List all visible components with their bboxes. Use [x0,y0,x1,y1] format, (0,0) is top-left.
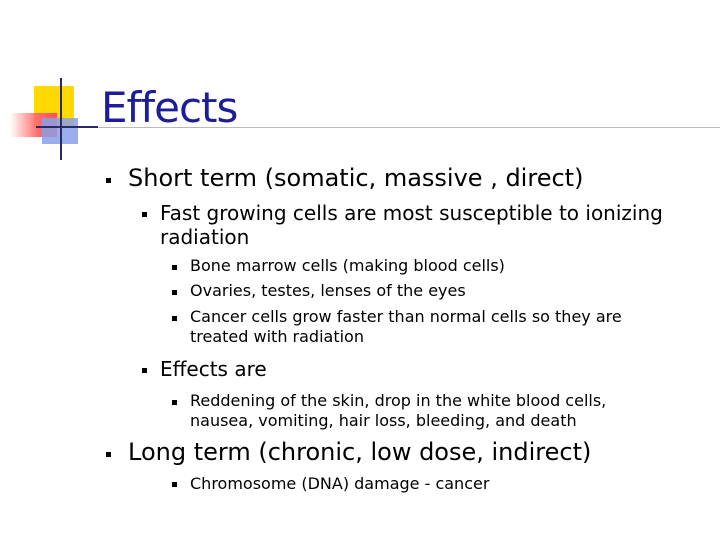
bullet-reddening: Reddening of the skin, drop in the white blood cells, nausea, vomiting, hair loss, bleeding, and death [190,391,607,430]
vertical-rule-decoration [60,78,62,160]
square-bullet-icon [106,178,111,183]
square-bullet-icon [172,265,177,270]
bullet-cancer-cells: Cancer cells grow faster than normal cells so they are treated with radiation [190,307,622,346]
bullet-bone-marrow: Bone marrow cells (making blood cells) [190,256,505,275]
bullet-long-term: Long term (chronic, low dose, indirect) [128,438,592,466]
bullet-short-term: Short term (somatic, massive , direct) [128,164,584,192]
square-bullet-icon [106,452,111,457]
square-bullet-icon [142,368,147,373]
bullet-chromosome: Chromosome (DNA) damage - cancer [190,474,490,493]
square-bullet-icon [172,482,177,487]
bullet-fast-growing: Fast growing cells are most susceptible to ionizing radiation [160,201,663,249]
square-bullet-icon [172,316,177,321]
square-bullet-icon [172,400,177,405]
bullet-effects-are: Effects are [160,357,267,381]
horizontal-rule-accent [36,126,98,128]
bullet-ovaries: Ovaries, testes, lenses of the eyes [190,281,466,300]
square-bullet-icon [172,290,177,295]
slide-title: Effects [101,83,238,132]
square-bullet-icon [142,212,147,217]
